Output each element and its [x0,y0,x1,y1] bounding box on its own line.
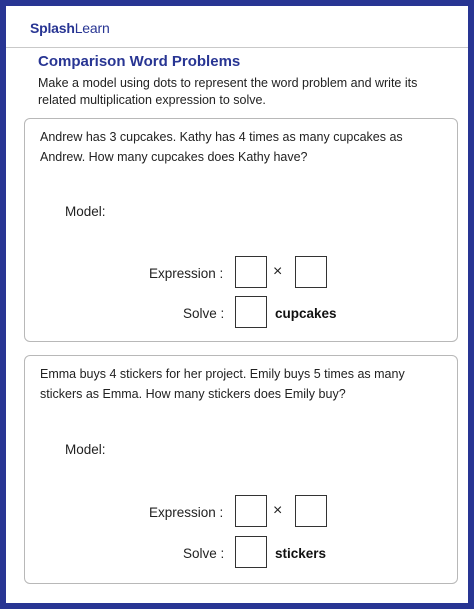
problem-card-2 [24,355,458,584]
problem-1-times-symbol: × [273,263,283,280]
worksheet-title: Comparison Word Problems [38,53,241,70]
problem-2-factor-1-box[interactable] [235,495,267,527]
problem-2-model-label: Model: [65,442,106,457]
problem-1-model-label: Model: [65,204,106,219]
problem-1-factor-2-box[interactable] [295,256,327,288]
problem-1-answer-box[interactable] [235,296,267,328]
header [6,6,468,48]
problem-1-unit: cupcakes [275,306,337,321]
problem-2-expression-label: Expression : [149,505,224,520]
problem-2-times-symbol: × [273,502,283,519]
problem-2-solve-label: Solve : [183,546,225,561]
problem-1-question: Andrew has 3 cupcakes. Kathy has 4 times as many cupcakes as Andrew. How many cupcakes does Kathy have? [40,130,403,164]
problem-2-unit: stickers [275,546,327,561]
problem-card-1 [24,118,458,342]
splashlearn-logo [30,20,110,36]
worksheet-instructions: Make a model using dots to represent the word problem and write its related multiplication expression to solve. [38,76,418,107]
problem-1-factor-1-box[interactable] [235,256,267,288]
problem-1-expression-label: Expression : [149,266,224,281]
problem-2-answer-box[interactable] [235,536,267,568]
logo-bold-text: Splash [30,20,75,36]
logo-light-text: Learn [74,20,110,36]
problem-2-question: Emma buys 4 stickers for her project. Emily buys 5 times as many stickers as Emma. How many stickers does Emily buy? [40,367,405,401]
problem-2-factor-2-box[interactable] [295,495,327,527]
problem-1-solve-label: Solve : [183,306,225,321]
